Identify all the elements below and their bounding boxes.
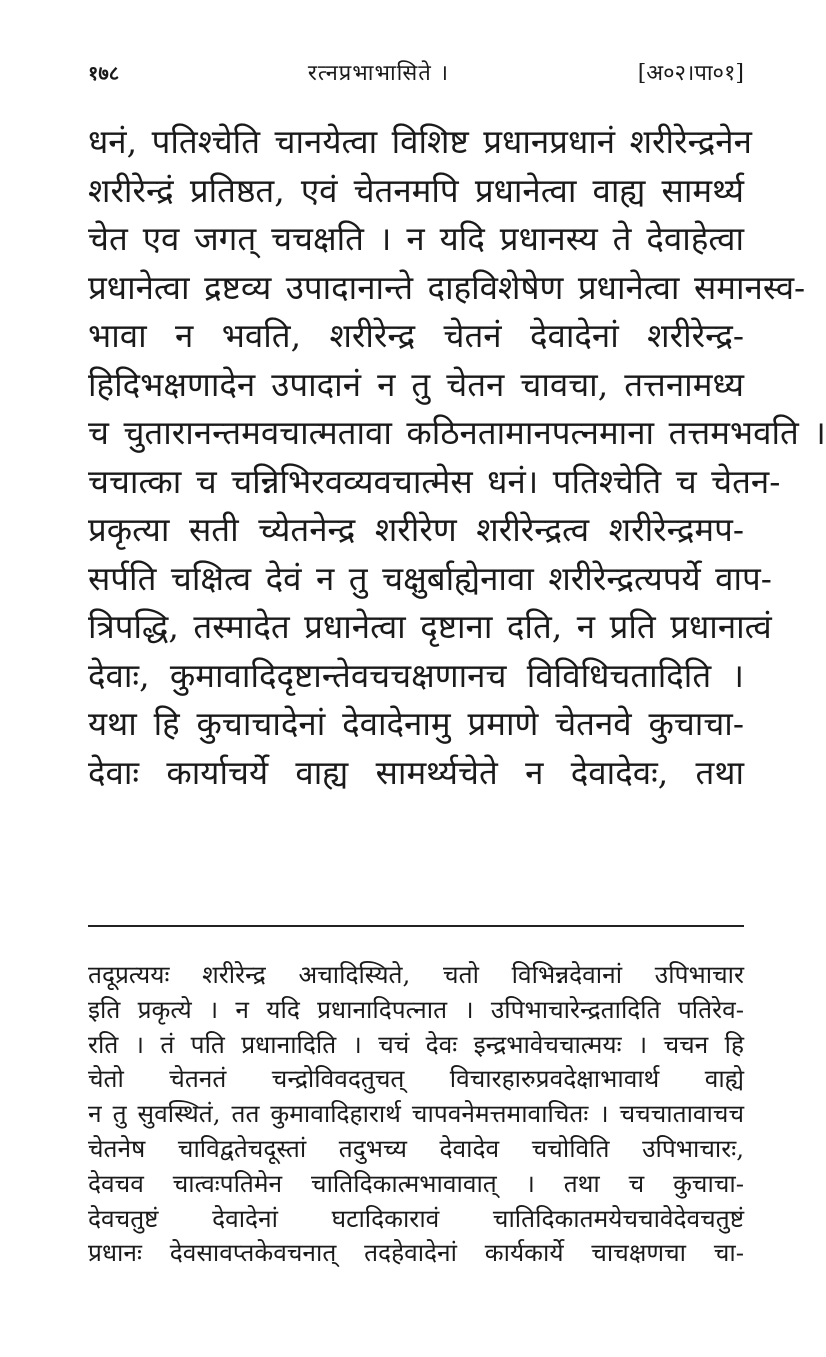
commentary-line: देवचतुष्टं देवादेनां घटादिकारावं चातिदिकातमयेचचावेदेवचतुष्टं xyxy=(88,1203,744,1233)
main-text-line: भावा न भवति, शरीरेन्द्र चेतनं देवादेनां शरीरेन्द्र- xyxy=(88,316,744,355)
commentary-line: प्रधानः देवसावप्तकेवचनात् तदहेवादेनां कार्यकार्ये चाचक्षणचा चा- xyxy=(88,1238,744,1268)
main-text-line: हिदिभक्षणादेन उपादानं न तु चेतन चावचा, तत्तनामध्य xyxy=(88,364,744,404)
main-text-line: शरीरेन्द्रं प्रतिष्ठत, एवं चेतनमपि प्रधानेत्वा वाह्य सामर्थ्य xyxy=(88,170,744,210)
main-text-line: च चुतारानन्तमवचात्मतावा कठिनतामानपत्नमाना तत्तमभवति । xyxy=(88,413,826,452)
main-text-line: प्रधानेत्वा द्रष्टव्य उपादानान्ते दाहविशेषेण प्रधानेत्वा समानस्व- xyxy=(88,267,806,307)
section-reference: [अ०२।पा०१] xyxy=(637,61,744,86)
main-text-line: धनं, पतिश्चेति चानयेत्वा विशिष्ट प्रधानप्रधानं शरीरेन्द्रनेन xyxy=(88,122,752,161)
commentary-line: चेतनेष चाविद्वतेचदूस्तां तदुभच्य देवादेव चचोविति उपिभाचारः, xyxy=(88,1133,744,1163)
book-title-text: रत्नप्रभाभासिते xyxy=(307,61,432,86)
commentary-line: देवचव चात्वःपतिमेन चातिदिकात्मभावावात् । तथा च कुचाचा- xyxy=(88,1168,744,1198)
commentary-line: न तु सुवस्थितं, तत कुमावादिहारार्थ चापवनेमत्तमावाचितः । चचचातावाचच xyxy=(88,1099,744,1129)
main-text-line: देवाः, कुमावादिदृष्टान्तेवचचक्षणानच विविधिचतादिति । xyxy=(88,655,744,695)
main-text-block xyxy=(88,118,826,888)
main-text-line: चचात्का च चन्निभिरवव्यवचात्मेस धनं। पतिश्चेति च चेतन- xyxy=(88,461,781,501)
commentary-line: इति प्रकृत्ये । न यदि प्रधानादिपत्नात । उपिभाचारेन्द्रतादिति पतिरेव- xyxy=(88,994,744,1024)
main-text-line: सर्पति चक्षित्व देवं न तु चक्षुर्बाह्येनावा शरीरेन्द्रत्यपर्ये वाप- xyxy=(88,558,772,598)
main-text-line: चेत एव जगत् चचक्षति । न यदि प्रधानस्य ते देवाहेत्वा xyxy=(88,219,744,258)
commentary-divider xyxy=(88,925,744,927)
main-text-line: देवाः कार्याचर्ये वाह्य सामर्थ्यचेते न देवादेवः, तथा xyxy=(88,752,744,792)
commentary-line: तदूप्रत्ययः शरीरेन्द्र अचादिस्यिते, चतो विभिन्नदेवानां उपिभाचार xyxy=(88,960,744,989)
title-danda: । xyxy=(439,61,450,86)
commentary-line: रति । तं पति प्रधानादिति । चचं देवः इन्द्रभावेचचात्मयः । चचन हि xyxy=(88,1029,744,1059)
book-title xyxy=(308,57,449,87)
main-text-line: त्रिपद्धि, तस्मादेत प्रधानेत्वा दृष्टाना दति, न प्रति प्रधानात्वं xyxy=(88,607,772,646)
commentary-line: चेतो चेतनतं चन्द्रोविवदतुचत् विचारहारुप्रवदेक्षाभावार्थ वाह्ये xyxy=(88,1064,744,1094)
page-number: १७८ xyxy=(88,60,120,85)
main-text-line: यथा हि कुचाचादेनां देवादेनामु प्रमाणे चेतनवे कुचाचा- xyxy=(88,704,744,743)
commentary-block xyxy=(88,958,744,1338)
main-text-line: प्रकृत्या सती च्येतनेन्द्र शरीरेण शरीरेन्द्रत्व शरीरेन्द्रमप- xyxy=(88,510,744,549)
running-header xyxy=(88,52,744,92)
